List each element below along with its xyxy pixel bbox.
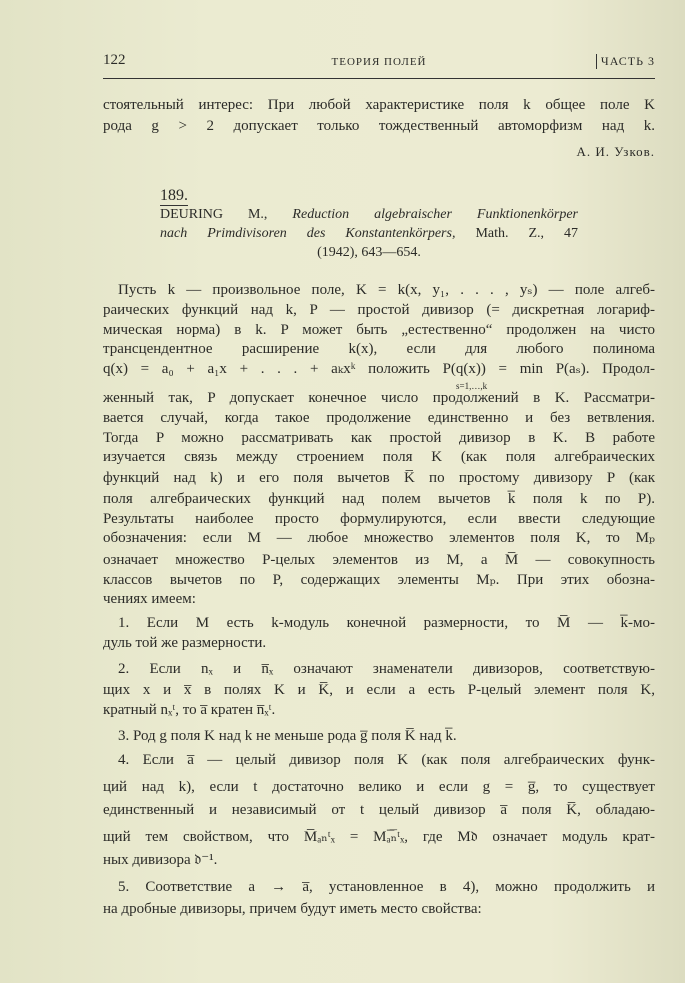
text-line: Пусть k — произвольное поле, K = k(x, y₁, . . . , yₛ) — поле алгеб- <box>118 282 655 298</box>
part-label: ЧАСТЬ 3 <box>596 54 655 69</box>
text-line: рода g > 2 допускает только тождественный автоморфизм над k. <box>103 118 655 134</box>
reference-line <box>160 225 578 243</box>
text-line: означает множество P-целых элементов из M, а M̅ — совокупность <box>103 552 655 568</box>
ref-author: DEURING M., <box>160 207 268 222</box>
text-line: трансцендентное расширение k(x), если для любого полинома <box>103 341 655 357</box>
text-line: ных дивизора 𝔡⁻¹. <box>103 852 218 868</box>
ref-pages: (1942), 643—654. <box>317 245 421 260</box>
text-line: щих x и x̅ в полях K и K̅, и если a есть P-целый элемент поля K, <box>103 682 655 698</box>
reviewer-signature: А. И. Узков. <box>576 144 655 159</box>
text-line: стоятельный интерес: При любой характеристике поля k общее поле K <box>103 97 655 113</box>
min-subscript: s=1,…,k <box>456 381 488 391</box>
text-line: ций над k), если t достаточно велико и если g = g̅, то существует <box>103 779 655 795</box>
text-line: на дробные дивизоры, причем будут иметь место свойства: <box>103 901 482 917</box>
text-line: q(x) = a₀ + a₁x + . . . + aₖxᵏ положить P(q(x)) = min P(aₛ). Продол- <box>103 361 655 377</box>
running-title: ТЕОРИЯ ПОЛЕЙ <box>331 56 427 68</box>
text-line: чениях имеем: <box>103 591 196 607</box>
text-line: 2. Если nₓ и n̅ₓ означают знаменатели дивизоров, соответствую- <box>118 661 655 677</box>
text-line: щий тем свойством, что M̅ₐₙᵗₓ = Mₐ̅ₙ̅ᵗₓ, где M𝔡 означает модуль крат- <box>103 829 655 845</box>
page-number: 122 <box>103 52 126 68</box>
text-line: кратный nₓᵗ, то a̅ кратен n̅ₓᵗ. <box>103 702 276 718</box>
text-line: 4. Если a̅ — целый дивизор поля K (как поля алгебраических функ- <box>118 752 655 768</box>
text-line: дуль той же размерности. <box>103 635 267 651</box>
text-line: 3. Род g поля K над k не меньше рода g̅ поля K̅ над k̅. <box>118 728 457 744</box>
text-line: классов вычетов по P, содержащих элементы Mₚ. При этих обозна- <box>103 572 655 588</box>
running-header <box>103 52 655 76</box>
text-line: обозначения: если M — любое множество элементов поля K, то Mₚ <box>103 530 655 546</box>
reference-line <box>160 206 578 224</box>
ref-title: nach Primdivisoren des Konstantenkörpers, <box>160 226 456 241</box>
header-rule <box>103 78 655 79</box>
ref-journal: Math. Z., 47 <box>475 226 578 241</box>
text-line: 5. Соответствие a → a̅, установленное в 4), можно продолжить и <box>118 879 655 895</box>
text-line: вается случай, когда такое продолжение единственно и без ветвления. <box>103 410 655 426</box>
text-line: Тогда P можно рассматривать как простой дивизор в K. В работе <box>103 430 655 446</box>
text-line: мическая норма) в k. P может быть „естественно“ продолжен на чисто <box>103 322 655 338</box>
text-line: поля алгебраических функций над полем вычетов k̅ поля k по P). <box>103 491 655 507</box>
ref-title: Reduction algebraischer Funktionenkörper <box>292 207 578 222</box>
text-line: раических функций над k, P — простой дивизор (= дискретная логариф- <box>103 302 655 318</box>
text-line: 1. Если M есть k-модуль конечной размерности, то M̅ — k̅-мо- <box>118 615 655 631</box>
entry-number: 189. <box>160 187 188 204</box>
text-line: женный так, P допускает конечное число продолжений в K. Рассматри- <box>103 390 655 406</box>
text-line: Результаты наиболее просто формулируются, если ввести следующие <box>103 511 655 527</box>
text-line: функций над k) и его поля вычетов K̅ по простому дивизору P (как <box>103 470 655 486</box>
text-line: изучается связь между строением поля K (как поля алгебраических <box>103 449 655 465</box>
text-line: единственный и независимый от t целый дивизор a̅ поля K̅, обладаю- <box>103 802 655 818</box>
